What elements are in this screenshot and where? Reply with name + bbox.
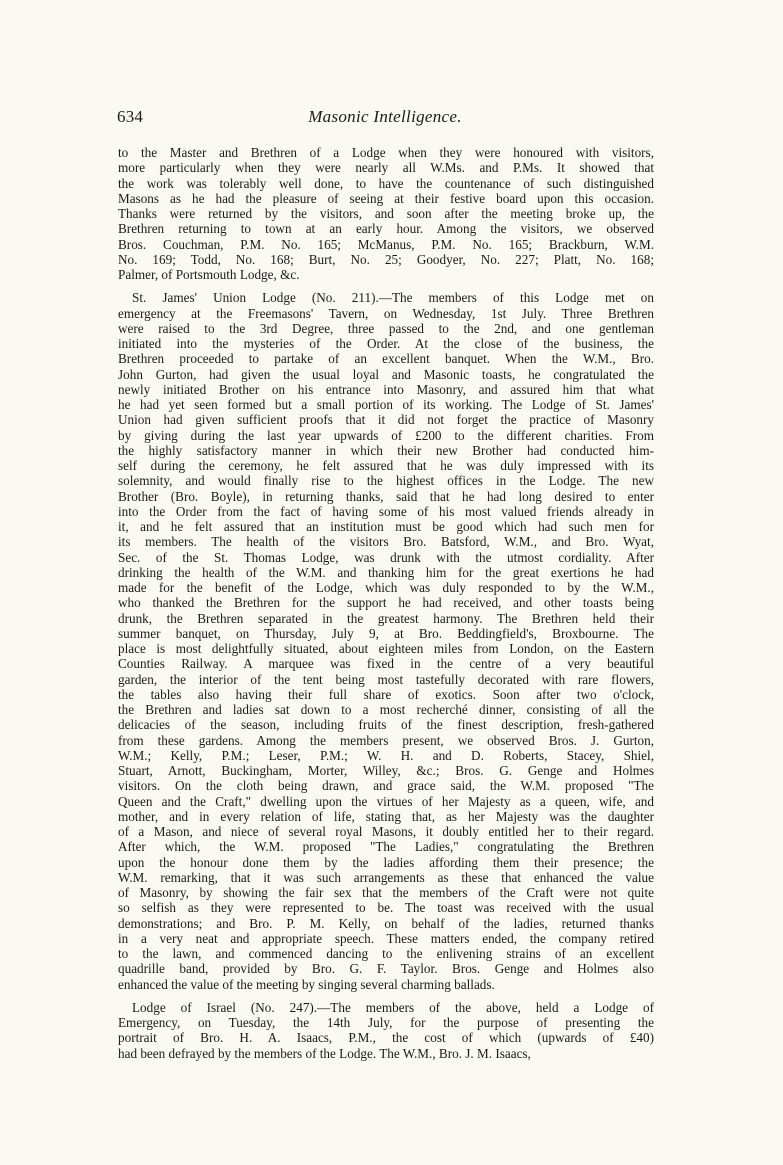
text-line: the tables also having their full share of exotics. Soon after two o'clock, [118, 686, 654, 702]
text-line: initiated into the mysteries of the Order. At the close of the business, the [118, 336, 654, 351]
text-line: the Brethren and ladies sat down to a most recherché dinner, consisting of all the [118, 702, 654, 717]
text-line: emergency at the Freemasons' Tavern, on Wednesday, 1st July. Three Brethren [118, 305, 654, 321]
paragraph [118, 145, 654, 282]
text-line: John Gurton, had given the usual loyal and Masonic toasts, he congratulated the [118, 366, 654, 382]
text-line: more particularly when they were nearly all W.Ms. and P.Ms. It showed that [118, 160, 654, 176]
text-line: its members. The health of the visitors Bro. Batsford, W.M., and Bro. Wyat, [118, 534, 654, 550]
text-line: Sec. of the St. Thomas Lodge, was drunk with the utmost cordiality. After [118, 549, 654, 565]
text-line: drunk, the Brethren separated in the greatest harmony. The Brethren held their [118, 610, 654, 626]
text-line: Brethren proceeded to partake of an excellent banquet. When the W.M., Bro. [118, 351, 654, 367]
paragraph [118, 290, 654, 992]
text-line: enhanced the value of the meeting by singing several charming ballads. [118, 976, 495, 992]
text-line: Brethren returning to town at an early hour. Among the visitors, we observed [118, 221, 654, 237]
text-line: of Masonry, by showing the fair sex that the members of the Craft were not quite [118, 885, 654, 900]
text-line: upon the honour done them by the ladies affording them their presence; the [118, 854, 654, 870]
text-line: Counties Railway. A marquee was fixed in the centre of a very beautiful [118, 656, 654, 672]
text-line: summer banquet, on Thursday, July 9, at Bro. Beddingfield's, Broxbourne. The [118, 625, 654, 641]
text-line: newly initiated Brother on his entrance into Masonry, and assured him that what [118, 381, 654, 397]
paragraph-gap [118, 992, 654, 1000]
text-line: Emergency, on Tuesday, the 14th July, for the purpose of presenting the [118, 1015, 654, 1030]
text-line: Palmer, of Portsmouth Lodge, &c. [118, 267, 300, 282]
text-line: Queen and the Craft," dwelling upon the virtues of her Majesty as a queen, wife, and [118, 793, 654, 809]
page-header [117, 107, 653, 137]
text-line: the work was tolerably well done, to have the countenance of such distinguished [118, 175, 654, 191]
text-line: he had yet seen formed but a small portion of its working. The Lodge of St. James' [118, 397, 654, 412]
text-line: garden, the interior of the tent being most tastefully decorated with rare flowers, [118, 671, 654, 687]
text-line: it, and he felt assured that an institution must be good which had such men for [118, 519, 654, 534]
text-line: W.M.; Kelly, P.M.; Leser, P.M.; W. H. and D. Roberts, Stacey, Shiel, [118, 747, 654, 763]
paragraph-gap [118, 282, 654, 290]
text-line: W.M. remarking, that it was such arrangements as these that enhanced the value [118, 869, 654, 885]
text-line: Bros. Couchman, P.M. No. 165; McManus, P.M. No. 165; Brackburn, W.M. [118, 236, 654, 252]
text-line: Masons as he had the pleasure of seeing at their festive board upon this occasion. [118, 190, 654, 206]
text-line: place is most delightfully situated, about eighteen miles from London, on the Eastern [118, 641, 654, 656]
text-line: the highly satisfactory manner in which their new Brother had conducted him- [118, 442, 654, 458]
text-line: so selfish as they were represented to be. The toast was received with the usual [118, 900, 654, 916]
text-line: Lodge of Israel (No. 247).—The members of the above, held a Lodge of [132, 999, 654, 1015]
text-line: were raised to the 3rd Degree, three passed to the 2nd, and one gentleman [118, 320, 654, 336]
paragraph [118, 1000, 654, 1061]
text-line: to the lawn, and commenced dancing to the enlivening strains of an excellent [118, 946, 654, 961]
article-body [118, 145, 654, 1061]
text-line: mother, and in every relation of life, stating that, as her Majesty was the daughter [118, 808, 654, 824]
text-line: Stuart, Arnott, Buckingham, Morter, Willey, &c.; Bros. G. Genge and Holmes [118, 763, 654, 778]
text-line: solemnity, and would finally rise to the highest offices in the Lodge. The new [118, 473, 654, 489]
text-line: had been defrayed by the members of the Lodge. The W.M., Bro. J. M. Isaacs, [118, 1045, 531, 1061]
text-line: No. 169; Todd, No. 168; Burt, No. 25; Goodyer, No. 227; Platt, No. 168; [118, 251, 654, 267]
text-line: drinking the health of the W.M. and thanking him for the great exertions he had [118, 564, 654, 580]
text-line: to the Master and Brethren of a Lodge when they were honoured with visitors, [118, 145, 654, 160]
text-line: from these gardens. Among the members present, we observed Bros. J. Gurton, [118, 732, 654, 748]
text-line: into the Order from the fact of having some of his most valued friends already in [118, 503, 654, 519]
text-line: Brother (Bro. Boyle), in returning thanks, said that he had long desired to enter [118, 488, 654, 504]
text-line: St. James' Union Lodge (No. 211).—The members of this Lodge met on [132, 290, 654, 306]
text-line: delicacies of the season, including fruits of the finest description, fresh-gathered [118, 717, 654, 733]
text-line: Union had given sufficient proofs that it did not forget the practice of Masonry [118, 412, 654, 428]
text-line: self during the ceremony, he felt assured that he was duly impressed with its [118, 458, 654, 473]
text-line: by giving during the last year upwards of £200 to the different charities. From [118, 427, 654, 443]
text-line: demonstrations; and Bro. P. M. Kelly, on behalf of the ladies, returned thanks [118, 915, 654, 931]
running-head: Masonic Intelligence. [308, 107, 462, 126]
text-line: Thanks were returned by the visitors, and soon after the meeting broke up, the [118, 206, 654, 221]
text-line: of a Mason, and niece of several royal Masons, it doubly entitled her to their regard. [118, 824, 654, 839]
text-line: in a very neat and appropriate speech. These matters ended, the company retired [118, 930, 654, 946]
page-number: 634 [117, 107, 144, 126]
text-line: portrait of Bro. H. A. Isaacs, P.M., the cost of which (upwards of £40) [118, 1030, 654, 1046]
text-line: After which, the W.M. proposed "The Ladies," congratulating the Brethren [118, 839, 654, 855]
text-line: who thanked the Brethren for the support he had received, and other toasts being [118, 595, 654, 611]
text-line: quadrille band, provided by Bro. G. F. Taylor. Bros. Genge and Holmes also [118, 961, 654, 977]
text-line: visitors. On the cloth being drawn, and grace said, the W.M. proposed "The [118, 778, 654, 794]
text-line: made for the benefit of the Lodge, which was duly responded to by the W.M., [118, 580, 654, 595]
